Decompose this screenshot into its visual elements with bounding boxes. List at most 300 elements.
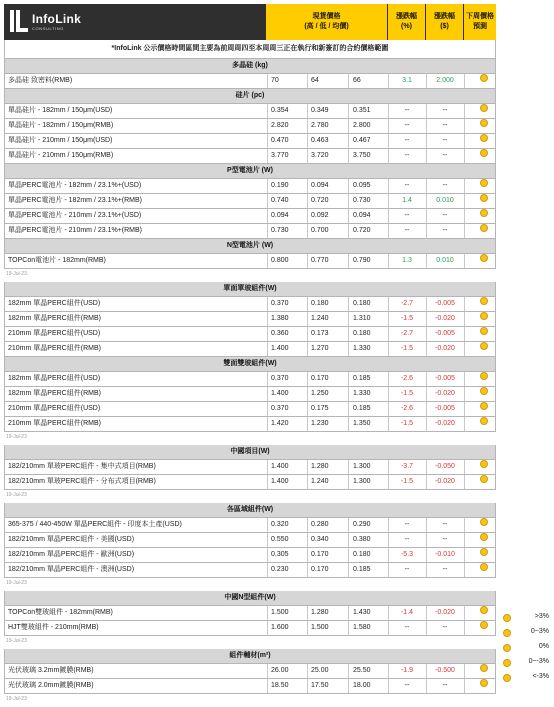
change-amount: -- <box>442 521 448 528</box>
column-divider <box>388 149 389 163</box>
column-divider <box>426 134 427 148</box>
table-row <box>4 209 496 224</box>
price-avg: 0.790 <box>353 257 371 264</box>
price-avg: 1.300 <box>353 478 371 485</box>
column-divider <box>348 387 349 401</box>
column-divider <box>388 297 389 311</box>
column-divider <box>464 387 465 401</box>
column-divider <box>348 194 349 208</box>
column-divider <box>464 548 465 562</box>
change-percent: -1.4 <box>400 609 414 616</box>
change-amount: -0.010 <box>435 551 455 558</box>
table-row <box>4 518 496 533</box>
column-divider <box>348 679 349 693</box>
column-divider <box>426 224 427 238</box>
column-divider <box>307 224 308 238</box>
product-name: 210mm 單晶PERC組件(USD) <box>8 405 101 412</box>
smiley-icon <box>480 606 488 614</box>
column-divider <box>426 194 427 208</box>
change-percent: -- <box>404 624 410 631</box>
change-amount: 0.010 <box>436 257 454 264</box>
column-divider <box>267 417 268 431</box>
column-divider <box>307 194 308 208</box>
change-percent: -1.5 <box>400 478 414 485</box>
header-pct <box>388 4 425 40</box>
table-row <box>4 104 496 119</box>
column-divider <box>267 387 268 401</box>
price-period-note: *InfoLink 公示價格時間區間主要為前周周四至本周周三正在執行和新簽訂的合約價格範圍 <box>4 40 496 59</box>
column-divider <box>267 224 268 238</box>
table-row <box>4 460 496 475</box>
smiley-icon <box>503 644 511 652</box>
price-high: 0.740 <box>271 197 289 204</box>
price-low: 0.180 <box>311 300 329 307</box>
product-name: 182mm 單晶PERC組件(USD) <box>8 300 101 307</box>
column-divider <box>267 194 268 208</box>
column-divider <box>267 149 268 163</box>
price-low: 0.720 <box>311 197 329 204</box>
change-amount: -- <box>442 107 448 114</box>
header-forecast-label: 下周價格 <box>466 13 494 20</box>
column-divider <box>464 327 465 341</box>
column-divider <box>464 297 465 311</box>
change-amount: -0.020 <box>435 420 455 427</box>
product-name: 182/210mm 單玻PERC組件 - 分布式項目(RMB) <box>8 478 156 485</box>
column-divider <box>307 119 308 133</box>
column-divider <box>464 224 465 238</box>
smiley-icon <box>480 679 488 687</box>
legend-label: 0% <box>538 643 549 650</box>
column-divider <box>307 209 308 223</box>
change-percent: -1.5 <box>400 420 414 427</box>
column-divider <box>307 533 308 547</box>
price-low: 17.50 <box>311 682 329 689</box>
column-divider <box>348 312 349 326</box>
smiley-icon <box>480 74 488 82</box>
column-divider <box>267 312 268 326</box>
column-divider <box>464 149 465 163</box>
change-percent: -- <box>404 107 410 114</box>
smiley-icon <box>480 621 488 629</box>
price-high: 1.500 <box>271 609 289 616</box>
table-row <box>4 475 496 490</box>
change-percent: -3.7 <box>400 463 414 470</box>
smiley-icon <box>480 417 488 425</box>
column-divider <box>307 475 308 489</box>
table-row <box>4 548 496 563</box>
column-divider <box>348 548 349 562</box>
column-divider <box>388 518 389 532</box>
product-name: 365-375 / 440-450W 單晶PERC組件 - 印度本土產(USD) <box>8 521 182 528</box>
price-low: 0.175 <box>311 405 329 412</box>
smiley-icon <box>503 659 511 667</box>
column-divider <box>267 104 268 118</box>
column-divider <box>348 475 349 489</box>
smiley-icon <box>480 179 488 187</box>
change-percent: 3.1 <box>402 77 412 84</box>
column-divider <box>464 104 465 118</box>
logo-subtitle: CONSULTING <box>32 26 64 31</box>
column-divider <box>348 104 349 118</box>
column-divider <box>348 342 349 356</box>
price-high: 1.400 <box>271 345 289 352</box>
column-divider <box>267 460 268 474</box>
change-percent: -2.6 <box>400 405 414 412</box>
price-high: 0.370 <box>271 375 289 382</box>
change-amount: -- <box>442 152 448 159</box>
price-low: 0.349 <box>311 107 329 114</box>
smiley-icon <box>480 194 488 202</box>
legend-item <box>503 626 551 641</box>
change-amount: -- <box>442 536 448 543</box>
change-percent: -- <box>404 566 410 573</box>
column-divider <box>307 563 308 577</box>
column-divider <box>388 224 389 238</box>
legend-label: >3% <box>534 613 549 620</box>
column-divider <box>348 224 349 238</box>
column-divider <box>388 621 389 635</box>
price-low: 0.340 <box>311 536 329 543</box>
product-name: 單晶PERC電池片 - 182mm / 23.1%+(USD) <box>8 182 142 189</box>
change-percent: 1.3 <box>402 257 412 264</box>
smiley-icon <box>480 563 488 571</box>
table-row <box>4 342 496 357</box>
legend-label: <-3% <box>532 673 549 680</box>
column-divider <box>307 518 308 532</box>
column-divider <box>348 621 349 635</box>
column-divider <box>426 297 427 311</box>
change-percent: -- <box>404 182 410 189</box>
table-row <box>4 679 496 694</box>
column-divider <box>388 327 389 341</box>
header-price-sub: (高 / 低 / 均價) <box>304 23 349 30</box>
price-avg: 0.380 <box>353 536 371 543</box>
change-amount: -0.020 <box>435 478 455 485</box>
price-high: 0.094 <box>271 212 289 219</box>
column-divider <box>267 297 268 311</box>
product-name: 單晶硅片 - 210mm / 150μm(RMB) <box>8 152 114 159</box>
column-divider <box>267 327 268 341</box>
column-divider <box>307 297 308 311</box>
column-divider <box>267 342 268 356</box>
price-avg: 1.580 <box>353 624 371 631</box>
smiley-icon <box>503 674 511 682</box>
section-date: 19-Jul-23 <box>6 271 27 277</box>
column-divider <box>388 402 389 416</box>
column-divider <box>267 179 268 193</box>
column-divider <box>307 134 308 148</box>
table-row <box>4 149 496 164</box>
smiley-icon <box>480 134 488 142</box>
column-divider <box>426 119 427 133</box>
section-header: 硅片 (pc) <box>4 89 496 104</box>
column-divider <box>388 664 389 678</box>
price-avg: 0.185 <box>353 375 371 382</box>
column-divider <box>464 74 465 88</box>
price-low: 0.094 <box>311 182 329 189</box>
column-divider <box>464 460 465 474</box>
column-divider <box>307 149 308 163</box>
price-high: 0.320 <box>271 521 289 528</box>
change-amount: -- <box>442 624 448 631</box>
column-divider <box>267 548 268 562</box>
price-avg: 1.330 <box>353 345 371 352</box>
column-divider <box>388 194 389 208</box>
legend-item <box>503 656 551 671</box>
price-avg: 0.094 <box>353 212 371 219</box>
column-divider <box>267 533 268 547</box>
column-divider <box>267 402 268 416</box>
change-amount: -0.020 <box>435 345 455 352</box>
price-low: 0.170 <box>311 375 329 382</box>
change-percent: -2.7 <box>400 300 414 307</box>
column-divider <box>388 104 389 118</box>
price-low: 0.170 <box>311 566 329 573</box>
column-divider <box>426 387 427 401</box>
column-divider <box>464 194 465 208</box>
smiley-icon <box>480 548 488 556</box>
column-divider <box>348 254 349 268</box>
column-divider <box>267 606 268 620</box>
column-divider <box>307 312 308 326</box>
price-avg: 0.180 <box>353 300 371 307</box>
column-divider <box>267 119 268 133</box>
column-divider <box>426 312 427 326</box>
column-divider <box>388 134 389 148</box>
table-row <box>4 563 496 578</box>
change-amount: -0.500 <box>435 667 455 674</box>
column-divider <box>348 563 349 577</box>
product-name: 182mm 單晶PERC組件(RMB) <box>8 390 101 397</box>
price-high: 0.470 <box>271 137 289 144</box>
column-divider <box>464 119 465 133</box>
column-divider <box>348 74 349 88</box>
column-divider <box>426 372 427 386</box>
section-date: 19-Jul-23 <box>6 434 27 440</box>
column-divider <box>426 533 427 547</box>
column-divider <box>267 134 268 148</box>
change-percent: -2.7 <box>400 330 414 337</box>
price-high: 2.820 <box>271 122 289 129</box>
column-divider <box>348 297 349 311</box>
smiley-icon <box>480 209 488 217</box>
column-divider <box>426 475 427 489</box>
change-amount: -- <box>442 122 448 129</box>
column-divider <box>307 387 308 401</box>
product-name: 單晶硅片 - 210mm / 150μm(USD) <box>8 137 113 144</box>
price-low: 1.240 <box>311 315 329 322</box>
section-header: 各區域組件(W) <box>4 503 496 518</box>
price-low: 0.170 <box>311 551 329 558</box>
price-high: 1.400 <box>271 463 289 470</box>
column-divider <box>464 372 465 386</box>
change-percent: -5.3 <box>400 551 414 558</box>
change-amount: 2.000 <box>436 77 454 84</box>
change-percent: -- <box>404 521 410 528</box>
column-divider <box>348 209 349 223</box>
change-amount: -- <box>442 182 448 189</box>
price-avg: 0.467 <box>353 137 371 144</box>
column-divider <box>307 402 308 416</box>
price-high: 0.190 <box>271 182 289 189</box>
column-divider <box>426 327 427 341</box>
table-header <box>4 4 496 40</box>
change-amount: -0.005 <box>435 375 455 382</box>
column-divider <box>464 312 465 326</box>
column-divider <box>464 402 465 416</box>
column-divider <box>426 104 427 118</box>
price-high: 1.600 <box>271 624 289 631</box>
change-percent: -- <box>404 682 410 689</box>
column-divider <box>426 417 427 431</box>
legend-item <box>503 611 551 626</box>
header-pct-label: 漲跌幅 <box>396 13 417 20</box>
table-row <box>4 194 496 209</box>
header-price <box>266 4 387 40</box>
column-divider <box>388 119 389 133</box>
column-divider <box>348 417 349 431</box>
price-avg: 1.430 <box>353 609 371 616</box>
change-percent: -1.5 <box>400 315 414 322</box>
column-divider <box>267 679 268 693</box>
column-divider <box>267 372 268 386</box>
price-low: 1.250 <box>311 390 329 397</box>
price-avg: 0.351 <box>353 107 371 114</box>
change-amount: -0.020 <box>435 609 455 616</box>
column-divider <box>348 372 349 386</box>
smiley-icon <box>480 224 488 232</box>
smiley-icon <box>480 372 488 380</box>
product-name: 單晶PERC電池片 - 210mm / 23.1%+(USD) <box>8 212 142 219</box>
smiley-icon <box>480 460 488 468</box>
section-header: 雙面雙玻組件(W) <box>4 357 496 372</box>
column-divider <box>464 254 465 268</box>
change-percent: -1.9 <box>400 667 414 674</box>
price-avg: 25.50 <box>353 667 371 674</box>
price-low: 1.280 <box>311 463 329 470</box>
smiley-icon <box>480 104 488 112</box>
change-amount: -- <box>442 227 448 234</box>
price-low: 1.270 <box>311 345 329 352</box>
column-divider <box>348 134 349 148</box>
table-row <box>4 312 496 327</box>
column-divider <box>348 179 349 193</box>
smiley-icon <box>480 342 488 350</box>
column-divider <box>426 664 427 678</box>
column-divider <box>426 518 427 532</box>
product-name: 單晶PERC電池片 - 210mm / 23.1%+(RMB) <box>8 227 142 234</box>
column-divider <box>464 533 465 547</box>
column-divider <box>267 518 268 532</box>
product-name: 單晶硅片 - 182mm / 150μm(USD) <box>8 107 113 114</box>
change-percent: -- <box>404 212 410 219</box>
smiley-icon <box>480 312 488 320</box>
column-divider <box>464 563 465 577</box>
change-percent: -- <box>404 137 410 144</box>
price-high: 18.50 <box>271 682 289 689</box>
header-price-label: 現貨價格 <box>312 13 341 20</box>
smiley-icon <box>480 254 488 262</box>
logo-mark-icon <box>10 10 28 32</box>
product-name: 210mm 單晶PERC組件(RMB) <box>8 420 101 427</box>
column-divider <box>388 342 389 356</box>
change-amount: -- <box>442 566 448 573</box>
column-divider <box>388 533 389 547</box>
column-divider <box>267 254 268 268</box>
column-divider <box>307 342 308 356</box>
change-amount: -0.005 <box>435 300 455 307</box>
column-divider <box>426 679 427 693</box>
smiley-icon <box>480 533 488 541</box>
table-row <box>4 224 496 239</box>
change-percent: -1.5 <box>400 345 414 352</box>
price-high: 1.420 <box>271 420 289 427</box>
column-divider <box>307 179 308 193</box>
change-percent: -- <box>404 152 410 159</box>
price-high: 0.360 <box>271 330 289 337</box>
product-name: TOPCon電池片 - 182mm(RMB) <box>8 257 106 264</box>
column-divider <box>307 621 308 635</box>
forecast-legend <box>503 611 551 686</box>
price-avg: 0.180 <box>353 551 371 558</box>
price-high: 0.730 <box>271 227 289 234</box>
price-low: 2.780 <box>311 122 329 129</box>
table-row <box>4 297 496 312</box>
column-divider <box>426 606 427 620</box>
header-forecast-sub: 預測 <box>473 23 487 30</box>
column-divider <box>307 254 308 268</box>
column-divider <box>307 679 308 693</box>
column-divider <box>464 475 465 489</box>
column-divider <box>307 664 308 678</box>
table-row <box>4 372 496 387</box>
product-name: 182mm 單晶PERC組件(USD) <box>8 375 101 382</box>
price-low: 25.00 <box>311 667 329 674</box>
smiley-icon <box>480 664 488 672</box>
product-name: 182mm 單晶PERC組件(RMB) <box>8 315 101 322</box>
column-divider <box>388 460 389 474</box>
section-date: 19-Jul-23 <box>6 580 27 586</box>
price-avg: 2.800 <box>353 122 371 129</box>
price-high: 0.550 <box>271 536 289 543</box>
price-low: 1.240 <box>311 478 329 485</box>
column-divider <box>464 417 465 431</box>
header-forecast <box>464 4 496 40</box>
column-divider <box>426 548 427 562</box>
table-row <box>4 664 496 679</box>
column-divider <box>348 327 349 341</box>
column-divider <box>348 119 349 133</box>
section-header: 中國N型組件(W) <box>4 591 496 606</box>
change-percent: -2.6 <box>400 375 414 382</box>
change-percent: 1.4 <box>402 197 412 204</box>
table-row <box>4 74 496 89</box>
column-divider <box>348 402 349 416</box>
column-divider <box>307 548 308 562</box>
legend-label: 0~-3% <box>528 658 549 665</box>
table-row <box>4 417 496 432</box>
column-divider <box>307 460 308 474</box>
price-avg: 0.180 <box>353 330 371 337</box>
change-amount: -0.005 <box>435 405 455 412</box>
price-avg: 1.330 <box>353 390 371 397</box>
table-row <box>4 621 496 636</box>
column-divider <box>388 606 389 620</box>
column-divider <box>388 679 389 693</box>
column-divider <box>464 664 465 678</box>
change-percent: -- <box>404 122 410 129</box>
price-avg: 0.730 <box>353 197 371 204</box>
